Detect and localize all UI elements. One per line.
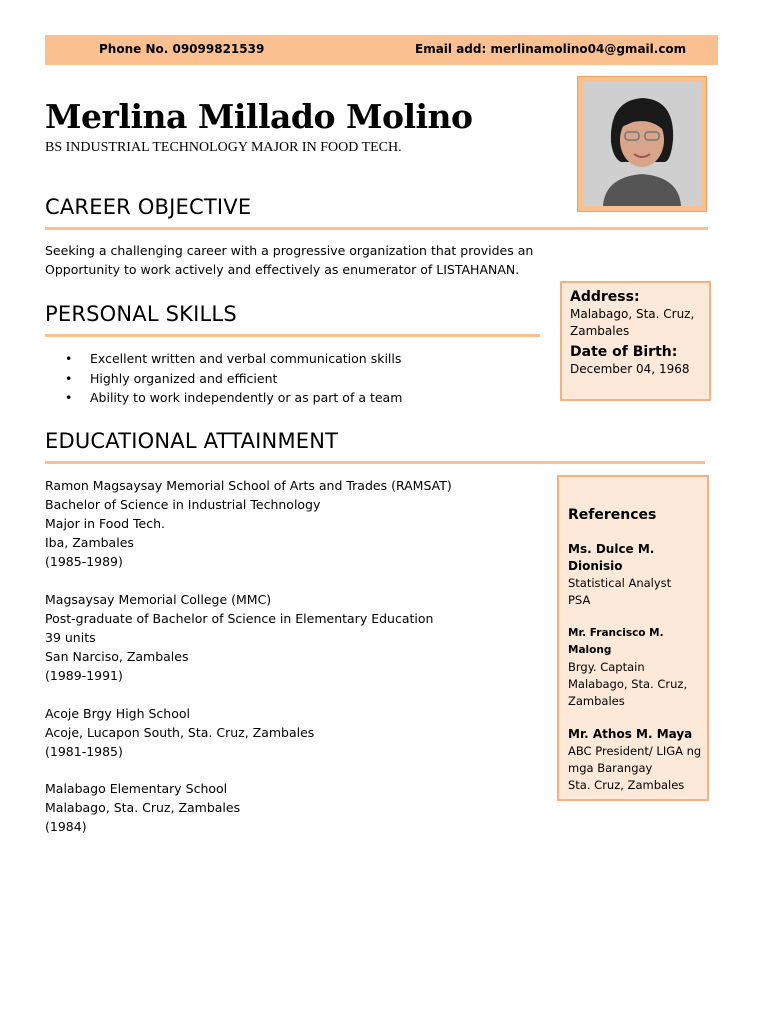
school-name: Malabago Elementary School xyxy=(45,781,228,796)
education-years: (1981-1985) xyxy=(45,744,123,759)
education-detail: Acoje, Lucapon South, Sta. Cruz, Zambales xyxy=(45,725,315,740)
reference-name: Ms. Dulce M. Dionisio xyxy=(568,542,655,573)
reference-name: Mr. Francisco M. Malong xyxy=(568,627,664,656)
school-name: Ramon Magsaysay Memorial School of Arts and Trades (RAMSAT) xyxy=(45,478,452,493)
degree-subtitle: BS INDUSTRIAL TECHNOLOGY MAJOR IN FOOD TECH. xyxy=(45,140,402,155)
personal-info-box xyxy=(560,281,711,401)
reference-detail: ABC President/ LIGA ng xyxy=(568,744,702,758)
address-line: Malabago, Sta. Cruz, xyxy=(570,307,695,321)
reference-name: Mr. Athos M. Maya xyxy=(568,727,693,741)
education-detail: San Narciso, Zambales xyxy=(45,649,189,664)
education-divider xyxy=(45,461,705,464)
reference-detail: mga Barangay xyxy=(568,761,653,775)
personal-skills-divider xyxy=(45,334,540,337)
education-detail: Major in Food Tech. xyxy=(45,516,165,531)
address-line: Zambales xyxy=(570,324,630,338)
education-detail: Malabago, Sta. Cruz, Zambales xyxy=(45,800,241,815)
education-entry xyxy=(45,779,240,836)
skills-list xyxy=(45,349,402,408)
career-objective-line: Seeking a challenging career with a progressive organization that provides an xyxy=(45,243,534,258)
career-objective-text xyxy=(45,241,533,279)
dob-value: December 04, 1968 xyxy=(570,362,690,376)
reference-detail: PSA xyxy=(568,593,591,607)
career-objective-line: Opportunity to work actively and effectively as enumerator of LISTAHANAN. xyxy=(45,262,520,277)
education-heading: EDUCATIONAL ATTAINMENT xyxy=(45,429,339,453)
education-detail: Post-graduate of Bachelor of Science in Elementary Education xyxy=(45,611,434,626)
profile-photo-frame xyxy=(577,76,707,212)
full-name: Merlina Millado Molino xyxy=(45,97,473,136)
education-detail: Bachelor of Science in Industrial Technology xyxy=(45,497,321,512)
education-years: (1989-1991) xyxy=(45,668,123,683)
reference-detail: Sta. Cruz, Zambales xyxy=(568,778,685,792)
phone-number: Phone No. 09099821539 xyxy=(99,42,265,56)
education-years: (1985-1989) xyxy=(45,554,123,569)
skill-item: • Excellent written and verbal communication skills xyxy=(45,349,402,369)
reference-detail: Brgy. Captain xyxy=(568,660,645,674)
education-years: (1984) xyxy=(45,819,87,834)
address-label: Address: xyxy=(570,289,640,305)
school-name: Acoje Brgy High School xyxy=(45,706,190,721)
career-objective-heading: CAREER OBJECTIVE xyxy=(45,195,252,219)
contact-bar xyxy=(45,35,718,65)
references-box xyxy=(557,475,709,801)
career-objective-divider xyxy=(45,227,708,230)
personal-skills-heading: PERSONAL SKILLS xyxy=(45,302,237,326)
education-entry xyxy=(45,476,452,571)
skill-item: • Highly organized and efficient xyxy=(45,369,402,389)
reference-detail: Zambales xyxy=(568,694,625,708)
skill-item: • Ability to work independently or as part of a team xyxy=(45,388,402,408)
school-name: Magsaysay Memorial College (MMC) xyxy=(45,592,272,607)
dob-label: Date of Birth: xyxy=(570,344,678,360)
education-entry xyxy=(45,590,433,685)
profile-photo xyxy=(583,82,701,206)
references-heading: References xyxy=(568,507,657,523)
education-detail: 39 units xyxy=(45,630,96,645)
education-detail: Iba, Zambales xyxy=(45,535,134,550)
email-address: Email add: merlinamolino04@gmail.com xyxy=(415,42,687,56)
reference-detail: Malabago, Sta. Cruz, xyxy=(568,677,688,691)
education-entry xyxy=(45,704,314,761)
reference-detail: Statistical Analyst xyxy=(568,576,672,590)
